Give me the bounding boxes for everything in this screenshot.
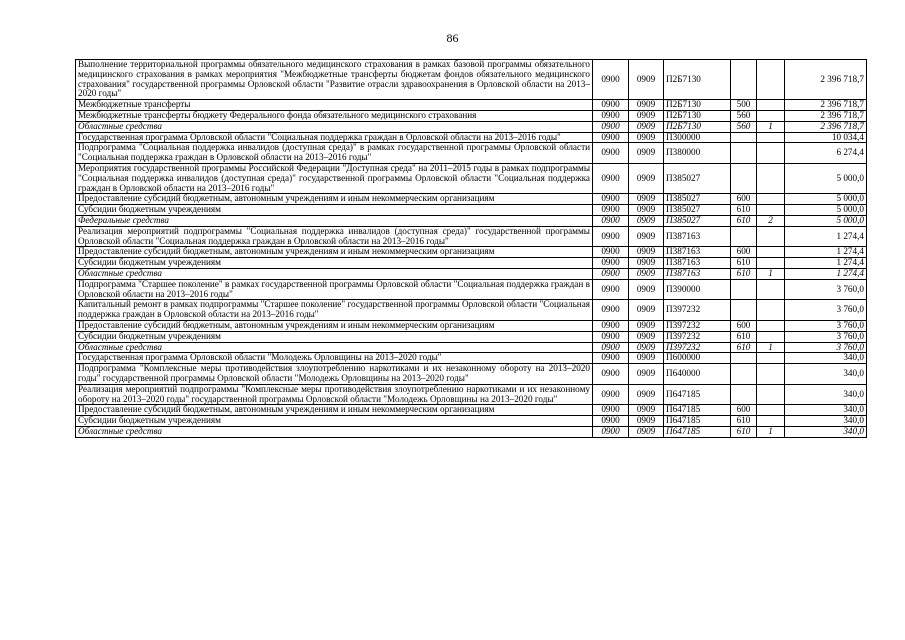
- subsection-code-cell: 0909: [629, 300, 664, 321]
- row-name-cell: Подпрограмма "Комплексные меры противодействия злоупотреблению наркотиками и их незаконному обороту на 2013–2020 годы" государственной программы Орловской области "Молодежь Орловщины на 2013–2020 годы": [76, 364, 593, 385]
- target-article-cell: П640000: [664, 364, 731, 385]
- target-article-cell: П385027: [664, 215, 731, 226]
- table-row: [76, 268, 867, 279]
- expense-type-cell: 500: [731, 100, 757, 111]
- amount-cell: 340,0: [785, 384, 867, 405]
- target-article-cell: П647185: [664, 416, 731, 427]
- target-article-cell: П2Б7130: [664, 110, 731, 121]
- funding-source-cell: [757, 331, 785, 342]
- row-name-cell: Капитальный ремонт в рамках подпрограммы "Старшее поколение" государственной программы Орловской области "Социальная поддержка граждан в Орловской области на 2013–2016 годы": [76, 300, 593, 321]
- row-name-cell: Подпрограмма "Социальная поддержка инвалидов (доступная среда)" в рамках государственной программы Орловской области "Социальная поддержка граждан в Орловской области на 2013–2016 годы": [76, 143, 593, 164]
- row-name-cell: Субсидии бюджетным учреждениям: [76, 416, 593, 427]
- table-row: [76, 215, 867, 226]
- target-article-cell: П385027: [664, 194, 731, 205]
- funding-source-cell: [757, 143, 785, 164]
- target-article-cell: П647185: [664, 384, 731, 405]
- expense-type-cell: 560: [731, 110, 757, 121]
- amount-cell: 5 000,0: [785, 215, 867, 226]
- section-code-cell: 0900: [593, 364, 629, 385]
- amount-cell: 2 396 718,7: [785, 110, 867, 121]
- subsection-code-cell: 0909: [629, 426, 664, 437]
- amount-cell: 1 274,4: [785, 258, 867, 269]
- row-name-cell: Субсидии бюджетным учреждениям: [76, 205, 593, 216]
- target-article-cell: П397232: [664, 320, 731, 331]
- expense-type-cell: [731, 353, 757, 364]
- section-code-cell: 0900: [593, 215, 629, 226]
- row-name-cell: Межбюджетные трансферты бюджету Федерального фонда обязательного медицинского страхования: [76, 110, 593, 121]
- subsection-code-cell: 0909: [629, 132, 664, 143]
- row-name-cell: Субсидии бюджетным учреждениям: [76, 331, 593, 342]
- expense-type-cell: 560: [731, 121, 757, 132]
- table-row: [76, 405, 867, 416]
- subsection-code-cell: 0909: [629, 279, 664, 300]
- target-article-cell: П385027: [664, 163, 731, 193]
- page-number: 86: [446, 31, 459, 45]
- expense-type-cell: [731, 143, 757, 164]
- table-row: [76, 426, 867, 437]
- table-row: [76, 279, 867, 300]
- funding-source-cell: 1: [757, 268, 785, 279]
- funding-source-cell: [757, 100, 785, 111]
- subsection-code-cell: 0909: [629, 143, 664, 164]
- subsection-code-cell: 0909: [629, 268, 664, 279]
- amount-cell: 1 274,4: [785, 226, 867, 247]
- subsection-code-cell: 0909: [629, 353, 664, 364]
- amount-cell: 340,0: [785, 426, 867, 437]
- amount-cell: 3 760,0: [785, 279, 867, 300]
- funding-source-cell: [757, 132, 785, 143]
- section-code-cell: 0900: [593, 353, 629, 364]
- table-row: [76, 110, 867, 121]
- amount-cell: 3 760,0: [785, 342, 867, 353]
- amount-cell: 340,0: [785, 416, 867, 427]
- section-code-cell: 0900: [593, 300, 629, 321]
- target-article-cell: П397232: [664, 331, 731, 342]
- funding-source-cell: [757, 247, 785, 258]
- section-code-cell: 0900: [593, 416, 629, 427]
- amount-cell: 3 760,0: [785, 300, 867, 321]
- section-code-cell: 0900: [593, 226, 629, 247]
- target-article-cell: П387163: [664, 258, 731, 269]
- expense-type-cell: 600: [731, 320, 757, 331]
- expense-type-cell: [731, 226, 757, 247]
- table-row: [76, 100, 867, 111]
- subsection-code-cell: 0909: [629, 121, 664, 132]
- amount-cell: 340,0: [785, 405, 867, 416]
- table-row: [76, 194, 867, 205]
- section-code-cell: 0900: [593, 258, 629, 269]
- section-code-cell: 0900: [593, 121, 629, 132]
- subsection-code-cell: 0909: [629, 163, 664, 193]
- target-article-cell: П647185: [664, 426, 731, 437]
- funding-source-cell: [757, 110, 785, 121]
- section-code-cell: 0900: [593, 331, 629, 342]
- amount-cell: 5 000,0: [785, 194, 867, 205]
- funding-source-cell: 2: [757, 215, 785, 226]
- subsection-code-cell: 0909: [629, 405, 664, 416]
- table-row: [76, 384, 867, 405]
- table-row: [76, 143, 867, 164]
- row-name-cell: Государственная программа Орловской области "Молодежь Орловщины на 2013–2020 годы": [76, 353, 593, 364]
- expense-type-cell: 610: [731, 342, 757, 353]
- subsection-code-cell: 0909: [629, 258, 664, 269]
- target-article-cell: П2Б7130: [664, 121, 731, 132]
- row-name-cell: Федеральные средства: [76, 215, 593, 226]
- subsection-code-cell: 0909: [629, 416, 664, 427]
- section-code-cell: 0900: [593, 320, 629, 331]
- target-article-cell: П2Б7130: [664, 100, 731, 111]
- table-row: [76, 300, 867, 321]
- funding-source-cell: [757, 60, 785, 100]
- row-name-cell: Реализация мероприятий подпрограммы "Социальная поддержка инвалидов (доступная среда)" государственной программы Орловской области "Социальная поддержка граждан в Орловской области на 2013–2016 годы": [76, 226, 593, 247]
- amount-cell: 10 034,4: [785, 132, 867, 143]
- expense-type-cell: [731, 163, 757, 193]
- target-article-cell: П600000: [664, 353, 731, 364]
- target-article-cell: П385027: [664, 205, 731, 216]
- amount-cell: 2 396 718,7: [785, 60, 867, 100]
- subsection-code-cell: 0909: [629, 100, 664, 111]
- table-row: [76, 320, 867, 331]
- expense-type-cell: 610: [731, 416, 757, 427]
- funding-source-cell: [757, 405, 785, 416]
- subsection-code-cell: 0909: [629, 215, 664, 226]
- row-name-cell: Областные средства: [76, 426, 593, 437]
- expense-type-cell: 610: [731, 205, 757, 216]
- funding-source-cell: [757, 353, 785, 364]
- subsection-code-cell: 0909: [629, 226, 664, 247]
- section-code-cell: 0900: [593, 100, 629, 111]
- target-article-cell: П300000: [664, 132, 731, 143]
- table-row: [76, 132, 867, 143]
- table-row: [76, 247, 867, 258]
- amount-cell: 2 396 718,7: [785, 100, 867, 111]
- expense-type-cell: [731, 279, 757, 300]
- table-row: [76, 60, 867, 100]
- expense-type-cell: 610: [731, 215, 757, 226]
- target-article-cell: П387163: [664, 268, 731, 279]
- expense-type-cell: [731, 364, 757, 385]
- amount-cell: 340,0: [785, 364, 867, 385]
- table-row: [76, 121, 867, 132]
- section-code-cell: 0900: [593, 247, 629, 258]
- funding-source-cell: [757, 364, 785, 385]
- amount-cell: 5 000,0: [785, 163, 867, 193]
- table-row: [76, 226, 867, 247]
- table-row: [76, 163, 867, 193]
- section-code-cell: 0900: [593, 384, 629, 405]
- table-row: [76, 258, 867, 269]
- table-row: [76, 364, 867, 385]
- amount-cell: 1 274,4: [785, 247, 867, 258]
- funding-source-cell: [757, 384, 785, 405]
- row-name-cell: Предоставление субсидий бюджетным, автономным учреждениям и иным некоммерческим организациям: [76, 405, 593, 416]
- table-row: [76, 353, 867, 364]
- subsection-code-cell: 0909: [629, 364, 664, 385]
- expense-type-cell: [731, 60, 757, 100]
- target-article-cell: П647185: [664, 405, 731, 416]
- amount-cell: 6 274,4: [785, 143, 867, 164]
- table-row: [76, 416, 867, 427]
- expense-type-cell: [731, 300, 757, 321]
- funding-source-cell: [757, 163, 785, 193]
- subsection-code-cell: 0909: [629, 320, 664, 331]
- amount-cell: 340,0: [785, 353, 867, 364]
- section-code-cell: 0900: [593, 143, 629, 164]
- section-code-cell: 0900: [593, 342, 629, 353]
- section-code-cell: 0900: [593, 279, 629, 300]
- expense-type-cell: 610: [731, 331, 757, 342]
- budget-table: [75, 59, 867, 438]
- table-body: [76, 60, 867, 438]
- table-row: [76, 331, 867, 342]
- table-row: [76, 205, 867, 216]
- target-article-cell: П387163: [664, 226, 731, 247]
- funding-source-cell: [757, 300, 785, 321]
- funding-source-cell: [757, 279, 785, 300]
- row-name-cell: Реализация мероприятий подпрограммы "Комплексные меры противодействия злоупотреблению наркотиками и их незаконному обороту на 2013–2020 годы" государственной программы Орловской области "Молодежь Орловщины на 2013–2020 годы": [76, 384, 593, 405]
- funding-source-cell: 1: [757, 121, 785, 132]
- target-article-cell: П397232: [664, 300, 731, 321]
- row-name-cell: Областные средства: [76, 342, 593, 353]
- expense-type-cell: 600: [731, 194, 757, 205]
- funding-source-cell: [757, 194, 785, 205]
- row-name-cell: Межбюджетные трансферты: [76, 100, 593, 111]
- expense-type-cell: [731, 132, 757, 143]
- subsection-code-cell: 0909: [629, 331, 664, 342]
- section-code-cell: 0900: [593, 110, 629, 121]
- section-code-cell: 0900: [593, 426, 629, 437]
- expense-type-cell: 610: [731, 268, 757, 279]
- table-row: [76, 342, 867, 353]
- target-article-cell: П390000: [664, 279, 731, 300]
- row-name-cell: Предоставление субсидий бюджетным, автономным учреждениям и иным некоммерческим организациям: [76, 247, 593, 258]
- subsection-code-cell: 0909: [629, 194, 664, 205]
- row-name-cell: Подпрограмма "Старшее поколение" в рамках государственной программы Орловской области "Социальная поддержка граждан в Орловской области на 2013–2016 годы": [76, 279, 593, 300]
- amount-cell: 3 760,0: [785, 320, 867, 331]
- row-name-cell: Областные средства: [76, 268, 593, 279]
- section-code-cell: 0900: [593, 205, 629, 216]
- subsection-code-cell: 0909: [629, 342, 664, 353]
- row-name-cell: Областные средства: [76, 121, 593, 132]
- amount-cell: 3 760,0: [785, 331, 867, 342]
- expense-type-cell: [731, 384, 757, 405]
- expense-type-cell: 600: [731, 405, 757, 416]
- subsection-code-cell: 0909: [629, 247, 664, 258]
- row-name-cell: Выполнение территориальной программы обязательного медицинского страхования в рамках базовой программы обязательного медицинского страхования в рамках мероприятия "Межбюджетные трансферты бюджетам фондов обязательного медицинского страхования" государственной программы Орловской области "Развитие отрасли здравоохранения в Орловской области на 2013–2020 годы": [76, 60, 593, 100]
- subsection-code-cell: 0909: [629, 110, 664, 121]
- row-name-cell: Мероприятия государственной программы Российской Федерации "Доступная среда" на 2011–2015 годы в рамках подпрограммы "Социальная поддержка инвалидов (доступная среда)" государственной программы Орловской области "Социальная поддержка граждан в Орловской области на 2013–2016 годы": [76, 163, 593, 193]
- amount-cell: 1 274,4: [785, 268, 867, 279]
- target-article-cell: П380000: [664, 143, 731, 164]
- funding-source-cell: [757, 416, 785, 427]
- row-name-cell: Предоставление субсидий бюджетным, автономным учреждениям и иным некоммерческим организациям: [76, 320, 593, 331]
- subsection-code-cell: 0909: [629, 205, 664, 216]
- funding-source-cell: [757, 320, 785, 331]
- target-article-cell: П387163: [664, 247, 731, 258]
- funding-source-cell: 1: [757, 426, 785, 437]
- section-code-cell: 0900: [593, 194, 629, 205]
- section-code-cell: 0900: [593, 405, 629, 416]
- expense-type-cell: 610: [731, 426, 757, 437]
- target-article-cell: П397232: [664, 342, 731, 353]
- expense-type-cell: 600: [731, 247, 757, 258]
- target-article-cell: П2Б7130: [664, 60, 731, 100]
- row-name-cell: Субсидии бюджетным учреждениям: [76, 258, 593, 269]
- row-name-cell: Предоставление субсидий бюджетным, автономным учреждениям и иным некоммерческим организациям: [76, 194, 593, 205]
- funding-source-cell: [757, 258, 785, 269]
- funding-source-cell: 1: [757, 342, 785, 353]
- subsection-code-cell: 0909: [629, 60, 664, 100]
- amount-cell: 5 000,0: [785, 205, 867, 216]
- funding-source-cell: [757, 226, 785, 247]
- section-code-cell: 0900: [593, 60, 629, 100]
- section-code-cell: 0900: [593, 163, 629, 193]
- row-name-cell: Государственная программа Орловской области "Социальная поддержка граждан в Орловской области на 2013–2016 годы": [76, 132, 593, 143]
- subsection-code-cell: 0909: [629, 384, 664, 405]
- section-code-cell: 0900: [593, 132, 629, 143]
- funding-source-cell: [757, 205, 785, 216]
- expense-type-cell: 610: [731, 258, 757, 269]
- amount-cell: 2 396 718,7: [785, 121, 867, 132]
- section-code-cell: 0900: [593, 268, 629, 279]
